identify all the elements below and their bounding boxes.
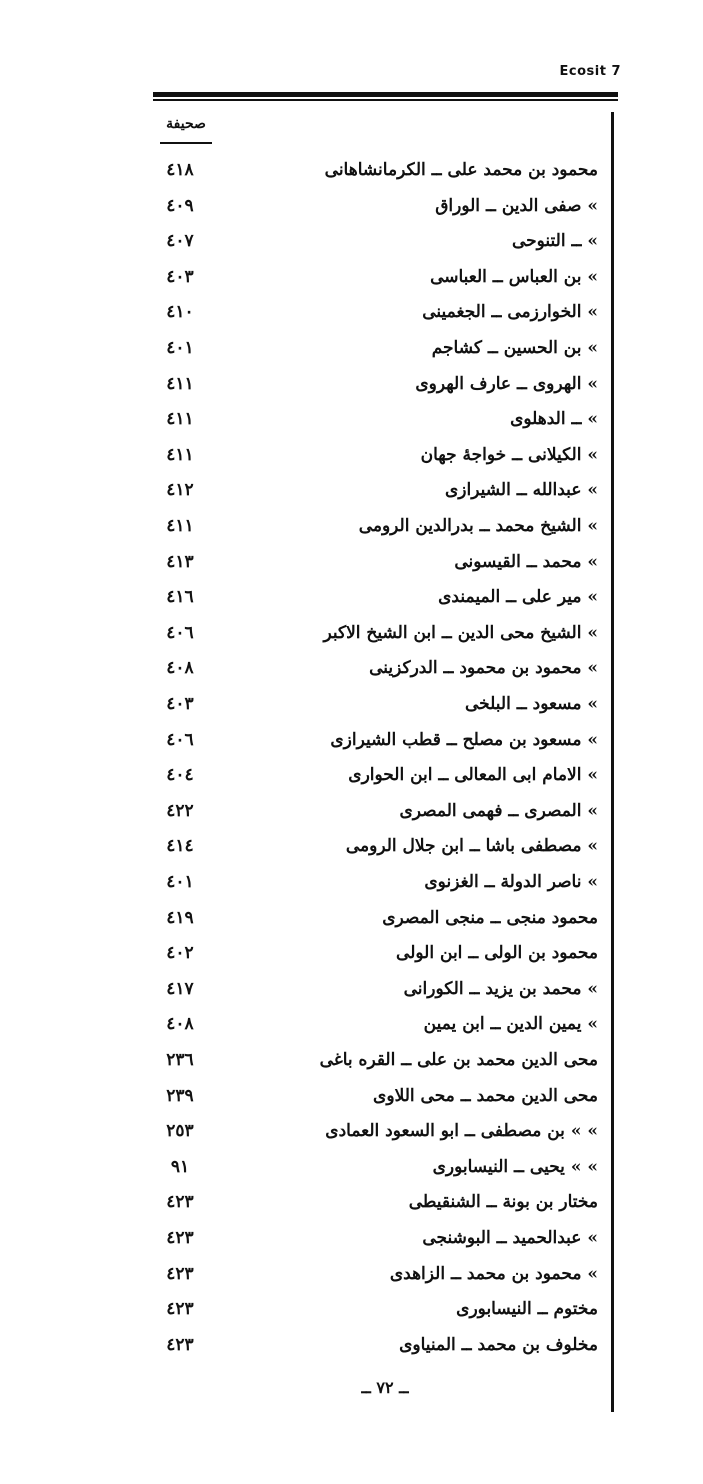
- entry-name: » محمد بن یزید ــ الکورانی: [403, 978, 598, 999]
- entry-name: محی الدین محمد بن علی ــ القره باغی: [319, 1050, 598, 1070]
- index-entry: [0, 231, 703, 261]
- entry-name: مخلوف بن محمد ــ المنیاوی: [399, 1334, 598, 1355]
- index-entry: [0, 1335, 703, 1365]
- index-entry: [0, 160, 703, 190]
- entry-name: » مسعود ــ البلخی: [465, 694, 598, 714]
- index-entry: [0, 338, 703, 368]
- index-entry: [0, 516, 703, 546]
- entry-name: » یمین الدین ــ ابن یمین: [423, 1014, 598, 1035]
- entry-name: » المصری ــ فهمی المصری: [399, 800, 598, 821]
- index-entry: [0, 552, 703, 582]
- entry-page: ٤٢٣: [166, 1299, 194, 1320]
- index-entry: [0, 908, 703, 938]
- page-column-underline: [160, 142, 212, 144]
- index-entry: [0, 1192, 703, 1222]
- entry-name: » الکیلانی ــ خواجهٔ جهان: [420, 444, 598, 465]
- index-entry: [0, 1014, 703, 1044]
- entry-page: ٤٢٣: [166, 1228, 194, 1248]
- entry-page: ٤٠٢: [166, 943, 194, 964]
- index-entry: [0, 480, 703, 510]
- index-entry: [0, 872, 703, 902]
- entry-page: ٤١٨: [166, 160, 194, 180]
- entry-page: ٤١٤: [166, 836, 194, 857]
- entry-page: ٤٢٣: [166, 1192, 194, 1213]
- entry-page: ٤٠٣: [166, 266, 194, 287]
- entry-name: محمود منجی ــ منجی المصری: [382, 907, 598, 928]
- index-entry: [0, 1121, 703, 1151]
- entry-name: » مصطفی باشا ــ ابن جلال الرومی: [345, 836, 598, 857]
- index-entry: [0, 587, 703, 617]
- index-entry: [0, 1228, 703, 1258]
- entry-page: ٩١: [170, 1156, 190, 1177]
- index-entry: [0, 623, 703, 653]
- entry-name: » الهروی ــ عارف الهروی: [415, 373, 598, 394]
- index-entry: [0, 943, 703, 973]
- index-entry: [0, 979, 703, 1009]
- entry-name: » بن العباس ــ العباسی: [430, 266, 598, 287]
- index-entry: [0, 374, 703, 404]
- entry-page: ٤٢٣: [166, 1263, 194, 1284]
- entry-page: ٢٥٣: [166, 1121, 194, 1142]
- entry-name: » مسعود بن مصلح ــ قطب الشیرازی: [330, 729, 598, 750]
- entry-name: محی الدین محمد ــ محی اللاوی: [373, 1085, 598, 1106]
- entry-name: » محمود بن محمود ــ الدرکزینی: [369, 658, 598, 679]
- index-entry: [0, 196, 703, 226]
- entry-page: ٢٣٦: [166, 1050, 194, 1070]
- index-entry: [0, 1050, 703, 1080]
- entry-name: » الشیخ محی الدین ــ ابن الشیخ الاکبر: [323, 622, 598, 643]
- entry-name: » الخوارزمی ــ الجغمینی: [422, 302, 598, 323]
- entry-name: » » بن مصطفی ــ ابو السعود العمادی: [325, 1121, 598, 1142]
- entry-name: » صفی الدین ــ الوراق: [435, 195, 598, 216]
- entry-page: ٤١١: [166, 516, 194, 536]
- entry-page: ٤٠٦: [166, 622, 194, 643]
- entry-name: » ــ الدهلوی: [510, 409, 598, 430]
- entry-page: ٤٠٤: [166, 765, 194, 786]
- index-entry: [0, 836, 703, 866]
- index-entry: [0, 658, 703, 688]
- entry-name: محمود بن الولی ــ ابن الولی: [396, 943, 598, 964]
- index-entry: [0, 1157, 703, 1187]
- entry-name: مختار بن بونة ــ الشنقیطی: [408, 1192, 598, 1213]
- entry-name: » بن الحسین ــ کشاجم: [431, 338, 598, 358]
- entry-page: ٤١١: [166, 444, 194, 465]
- entry-page: ٤١١: [166, 373, 194, 394]
- entry-page: ٤٠٣: [166, 694, 194, 714]
- entry-page: ٤٠٩: [166, 195, 194, 216]
- entry-page: ٤١٧: [166, 978, 194, 999]
- entry-name: » » یحیی ــ النیسابوری: [432, 1156, 598, 1177]
- index-entry: [0, 1299, 703, 1329]
- entry-name: » محمود بن محمد ــ الزاهدی: [389, 1263, 598, 1284]
- entry-page: ٤٠١: [166, 338, 194, 358]
- entry-page: ٤٠٧: [166, 231, 194, 252]
- index-entry: [0, 801, 703, 831]
- entry-page: ٤١٢: [166, 480, 194, 501]
- entry-page: ٤١٦: [166, 587, 194, 608]
- top-rule: [153, 92, 618, 97]
- index-entry: [0, 445, 703, 475]
- page-number: ــ ٧٢ ــ: [361, 1378, 409, 1397]
- entry-page: ٤١٩: [166, 907, 194, 928]
- entry-name: محمود بن محمد علی ــ الکرمانشاهانی: [324, 160, 598, 180]
- entry-page: ٤٢٣: [166, 1334, 194, 1355]
- index-entry: [0, 302, 703, 332]
- running-head: Ecosit 7: [559, 64, 621, 79]
- entry-page: ٤١٣: [166, 551, 194, 572]
- entry-page: ٤٠٨: [166, 658, 194, 679]
- entry-name: » عبدالله ــ الشیرازی: [445, 480, 598, 501]
- index-entry: [0, 694, 703, 724]
- entry-page: ٤٠٨: [166, 1014, 194, 1035]
- entry-name: » محمد ــ القیسونی: [454, 551, 598, 572]
- index-entry: [0, 1086, 703, 1116]
- index-entry: [0, 409, 703, 439]
- index-entry: [0, 1264, 703, 1294]
- entry-page: ٤٠١: [166, 872, 194, 892]
- entry-page: ٤٠٦: [166, 729, 194, 750]
- top-rule-thin: [153, 99, 618, 101]
- entry-name: » میر علی ــ المیمندی: [438, 587, 598, 608]
- entry-name: مختوم ــ النیسابوری: [456, 1299, 598, 1320]
- index-entry: [0, 765, 703, 795]
- entry-page: ٢٣٩: [166, 1085, 194, 1106]
- entry-name: » عبدالحمید ــ البوشنجی: [422, 1228, 598, 1248]
- entry-page: ٤١١: [166, 409, 194, 430]
- entry-name: » الشیخ محمد ــ بدرالدین الرومی: [358, 516, 598, 536]
- entry-name: » ناصر الدولة ــ الغزنوی: [424, 872, 598, 892]
- entry-page: ٤٢٢: [166, 800, 194, 821]
- entry-name: » ــ التنوحی: [511, 231, 598, 252]
- entry-page: ٤١٠: [166, 302, 194, 323]
- index-entry: [0, 267, 703, 297]
- entry-name: » الامام ابی المعالی ــ ابن الحواری: [348, 765, 598, 786]
- page-column-label: صحيفة: [166, 116, 206, 132]
- index-entry: [0, 730, 703, 760]
